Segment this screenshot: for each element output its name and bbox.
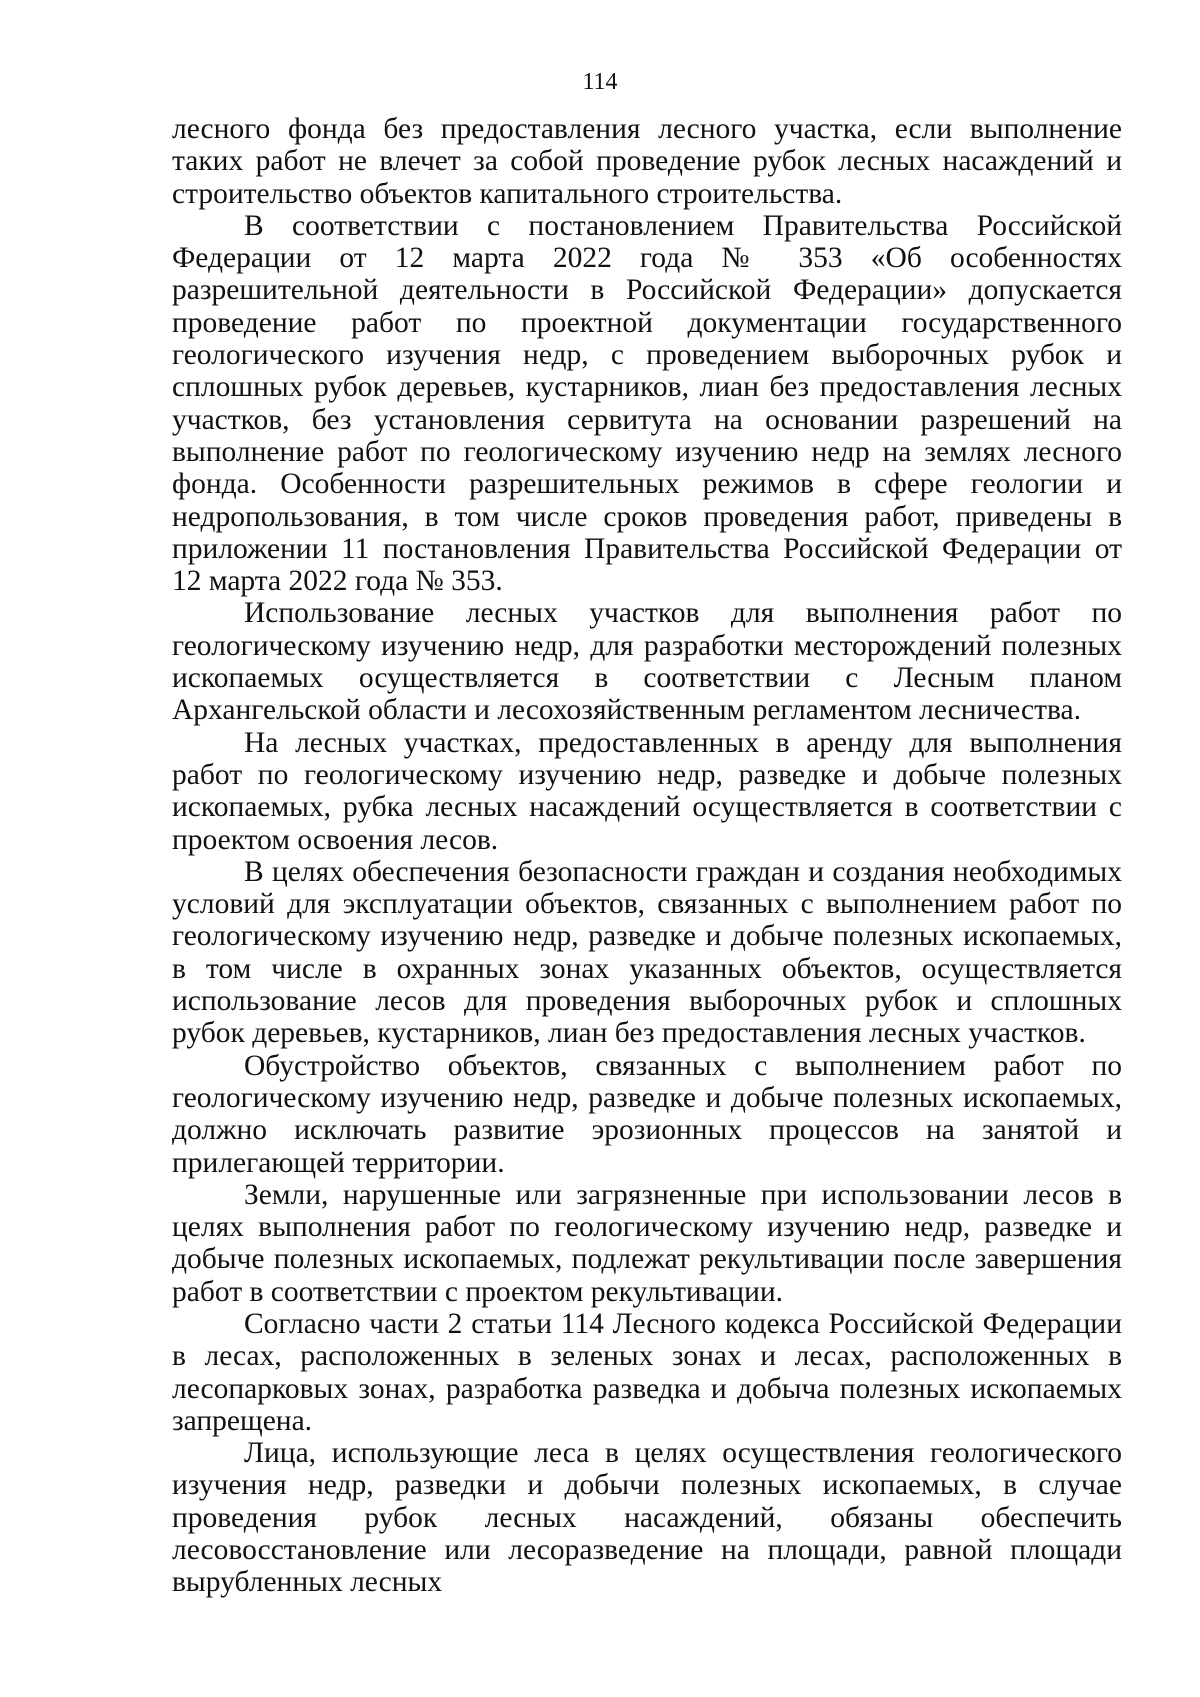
paragraph-forest-plan: Использование лесных участков для выполнения работ по геологическому изучению недр, для разработки месторождений полезных ископаемых осуществляется в соответствии с Лесным планом Архангельской области и лесохозяйственным регламентом лесничества. <box>172 597 1122 727</box>
paragraph-safety: В целях обеспечения безопасности граждан и создания необходимых условий для эксплуатации объектов, связанных с выполнением работ по геологическому изучению недр, разведке и добыче полезных ископаемых, в том числе в охранных зонах указанных объектов, осуществляется использование лесов для проведения выборочных рубок и сплошных рубок деревьев, кустарников, лиан без предоставления лесных участков. <box>172 855 1122 1050</box>
paragraph-recultivation: Земли, нарушенные или загрязненные при использовании лесов в целях выполнения работ по геологическому изучению недр, разведке и добыче полезных ископаемых, подлежат рекультивации после завершения работ в соответствии с проектом рекультивации. <box>172 1178 1122 1308</box>
paragraph-continuation: лесного фонда без предоставления лесного участка, если выполнение таких работ не влечет за собой проведение рубок лесных насаждений и строительство объектов капитального строительства. <box>172 113 1122 210</box>
document-body <box>172 113 1122 1599</box>
paragraph-reforestation: Лица, использующие леса в целях осуществления геологического изучения недр, разведки и добычи полезных ископаемых, в случае проведения рубок лесных насаждений, обязаны обеспечить лесовосстановление или лесоразведение на площади, равной площади вырубленных лесных <box>172 1437 1122 1599</box>
paragraph-forest-code: Согласно части 2 статьи 114 Лесного кодекса Российской Федерации в лесах, расположенных в зеленых зонах и лесах, расположенных в лесопарковых зонах, разработка разведка и добыча полезных ископаемых запрещена. <box>172 1307 1122 1437</box>
paragraph-resolution-353: В соответствии с постановлением Правительства Российской Федерации от 12 марта 2022 года № 353 «Об особенностях разрешительной деятельности в Российской Федерации» допускается проведение работ по проектной документации государственного геологического изучения недр, с проведением выборочных рубок и сплошных рубок деревьев, кустарников, лиан без предоставления лесных участков, без установления сервитута на основании разрешений на выполнение работ по геологическому изучению недр на землях лесного фонда. Особенности разрешительных режимов в сфере геологии и недропользования, в том числе сроков проведения работ, приведены в приложении 11 постановления Правительства Российской Федерации от 12 марта 2022 года № 353. <box>172 209 1122 598</box>
page-number: 114 <box>582 69 618 95</box>
paragraph-leased-plots: На лесных участках, предоставленных в аренду для выполнения работ по геологическому изучению недр, разведке и добыче полезных ископаемых, рубка лесных насаждений осуществляется в соответствии с проектом освоения лесов. <box>172 726 1122 856</box>
paragraph-erosion: Обустройство объектов, связанных с выполнением работ по геологическому изучению недр, разведке и добыче полезных ископаемых, должно исключать развитие эрозионных процессов на занятой и прилегающей территории. <box>172 1049 1122 1179</box>
